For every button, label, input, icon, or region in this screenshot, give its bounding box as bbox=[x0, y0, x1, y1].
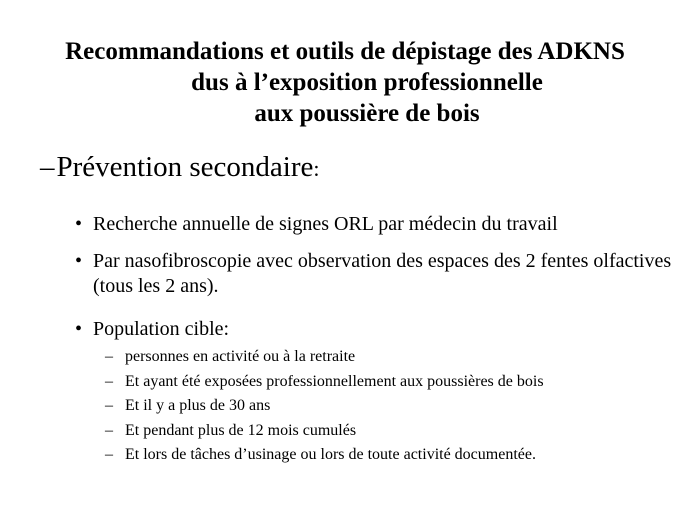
bullet-list bbox=[75, 212, 675, 480]
sub-dash: – bbox=[105, 372, 113, 390]
sub-dash: – bbox=[105, 446, 113, 463]
sub-dash: – bbox=[105, 421, 113, 439]
bullet-item bbox=[75, 249, 675, 299]
sub-item bbox=[93, 419, 675, 444]
section-colon: : bbox=[313, 156, 320, 181]
section-dash: – bbox=[40, 151, 55, 183]
bullet-dot: • bbox=[75, 213, 83, 235]
bullet-dot: • bbox=[75, 250, 83, 272]
bullet-item bbox=[75, 212, 675, 237]
title-line-1: Recommandations et outils de dépistage des ADKNS bbox=[65, 38, 625, 65]
sub-item-text: personnes en activité ou à la retraite bbox=[125, 348, 356, 365]
bullet-text: Par nasofibroscopie avec observation des espaces des 2 fentes olfactives (tous les 2 ans). bbox=[93, 250, 672, 297]
slide-title bbox=[20, 36, 670, 129]
sub-item-text: Et lors de tâches d’usinage ou lors de toute activité documentée. bbox=[125, 446, 536, 463]
title-line-2: dus à l’exposition professionnelle bbox=[191, 69, 543, 96]
sub-item bbox=[93, 443, 675, 468]
sub-list bbox=[93, 345, 675, 468]
sub-dash: – bbox=[105, 348, 113, 365]
section-heading bbox=[40, 150, 320, 186]
sub-item-text: Et pendant plus de 12 mois cumulés bbox=[125, 421, 357, 439]
bullet-dot: • bbox=[75, 318, 83, 340]
bullet-text: Recherche annuelle de signes ORL par médecin du travail bbox=[93, 213, 558, 235]
sub-item-text: Et il y a plus de 30 ans bbox=[125, 397, 271, 414]
bullet-item bbox=[75, 317, 675, 468]
sub-item bbox=[93, 370, 675, 395]
sub-item-text: Et ayant été exposées professionnellement aux poussières de bois bbox=[125, 372, 544, 390]
section-heading-text: Prévention secondaire bbox=[56, 151, 314, 183]
bullet-text: Population cible: bbox=[93, 318, 230, 340]
sub-item bbox=[93, 345, 675, 370]
sub-item bbox=[93, 394, 675, 419]
sub-dash: – bbox=[105, 397, 113, 414]
title-line-3: aux poussière de bois bbox=[254, 100, 480, 127]
